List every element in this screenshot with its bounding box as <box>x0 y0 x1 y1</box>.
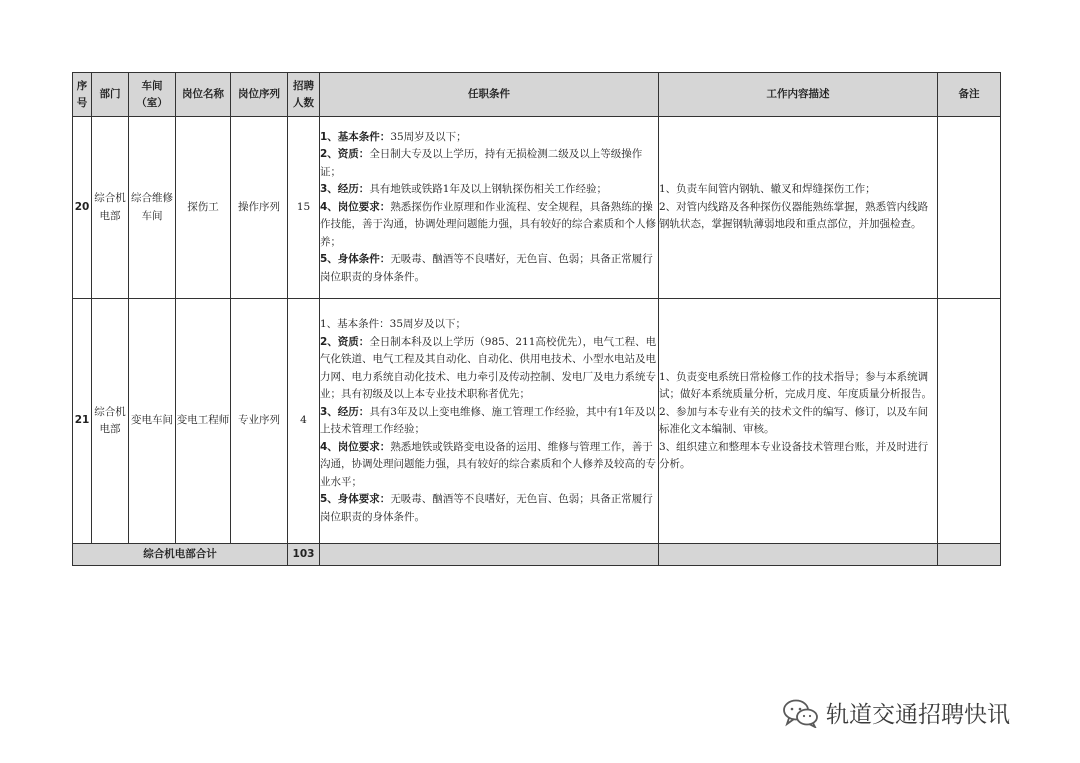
wechat-icon <box>782 698 820 728</box>
header-dept: 部门 <box>92 73 129 117</box>
watermark-text: 轨道交通招聘快讯 <box>826 702 1010 728</box>
job-desc-item: 1、负责车间管内钢轨、辙叉和焊缝探伤工作； <box>659 183 876 196</box>
job-desc-item: 1、负责变电系统日常检修工作的技术指导；参与本系统调试；做好本系统质量分析，完成月度、年度质量分析报告。 <box>659 370 932 400</box>
job-desc-item: 2、参加与本专业有关的技术文件的编写、修订，以及车间标准化文本编制、审核。 <box>659 405 929 435</box>
row-requirements <box>320 299 659 544</box>
header-position-seq: 岗位序列 <box>231 73 288 117</box>
job-desc-item: 3、组织建立和整理本专业设备技术管理台账，并及时进行分析。 <box>659 440 929 470</box>
row-dept: 综合机电部 <box>92 299 129 544</box>
recruitment-table <box>72 72 1001 566</box>
requirement-item: 4、岗位要求：熟悉探伤作业原理和作业流程、安全规程，具备熟练的操作技能，善于沟通，协调处理问题能力强，具有较好的综合素质和个人修养； <box>320 200 656 248</box>
header-position-name: 岗位名称 <box>176 73 231 117</box>
row-position-seq: 操作序列 <box>231 117 288 299</box>
table-row <box>73 299 1001 544</box>
row-remarks <box>938 117 1001 299</box>
row-position-seq: 专业序列 <box>231 299 288 544</box>
wechat-watermark <box>782 696 1010 729</box>
header-workshop: 车间（室） <box>129 73 176 117</box>
requirement-item: 3、经历：具有3年及以上变电维修、施工管理工作经验，其中有1年及以上技术管理工作经验； <box>320 405 656 435</box>
row-job-desc <box>659 299 938 544</box>
requirement-item: 1、基本条件：35周岁及以下； <box>320 130 467 143</box>
requirement-item: 5、身体条件：无吸毒、酗酒等不良嗜好，无色盲、色弱；具备正常履行岗位职责的身体条件。 <box>320 253 653 283</box>
row-workshop: 综合维修车间 <box>129 117 176 299</box>
header-job-desc: 工作内容描述 <box>659 73 938 117</box>
header-remarks: 备注 <box>938 73 1001 117</box>
requirement-item: 1、基本条件：35周岁及以下； <box>320 318 467 330</box>
row-job-desc <box>659 117 938 299</box>
row-position-name: 变电工程师 <box>176 299 231 544</box>
requirement-item: 3、经历：具有地铁或铁路1年及以上钢轨探伤相关工作经验； <box>320 183 607 196</box>
total-row <box>73 544 1001 566</box>
requirement-item: 2、资质：全日制本科及以上学历（985、211高校优先），电气工程、电气化铁道、电气工程及其自动化、自动化、供用电技术、小型水电站及电力网、电力系统自动化技术、电力牵引及传动控制、发电厂及电力系统专业；具有初级及以上本专业技术职称者优先； <box>320 335 657 400</box>
table-row <box>73 117 1001 299</box>
header-requirements: 任职条件 <box>320 73 659 117</box>
total-empty-cell <box>938 544 1001 566</box>
row-headcount: 15 <box>288 117 320 299</box>
row-position-name: 探伤工 <box>176 117 231 299</box>
row-workshop: 变电车间 <box>129 299 176 544</box>
row-requirements <box>320 117 659 299</box>
requirement-item: 4、岗位要求：熟悉地铁或铁路变电设备的运用、维修与管理工作，善于沟通，协调处理问题能力强，具有较好的综合素质和个人修养及较高的专业水平； <box>320 440 656 488</box>
requirement-item: 5、身体要求：无吸毒、酗酒等不良嗜好，无色盲、色弱；具备正常履行岗位职责的身体条件。 <box>320 493 653 523</box>
row-remarks <box>938 299 1001 544</box>
row-headcount: 4 <box>288 299 320 544</box>
header-seq: 序号 <box>73 73 92 117</box>
header-headcount: 招聘人数 <box>288 73 320 117</box>
row-seq: 20 <box>73 117 92 299</box>
total-label: 综合机电部合计 <box>73 544 288 566</box>
requirement-item: 2、资质：全日制大专及以上学历，持有无损检测二级及以上等级操作证； <box>320 148 643 178</box>
row-seq: 21 <box>73 299 92 544</box>
row-dept: 综合机电部 <box>92 117 129 299</box>
header-row <box>73 73 1001 117</box>
total-empty-cell <box>320 544 659 566</box>
total-empty-cell <box>659 544 938 566</box>
job-desc-item: 2、对管内线路及各种探伤仪器能熟练掌握，熟悉管内线路钢轨状态，掌握钢轨薄弱地段和重点部位，并加强检查。 <box>659 200 929 231</box>
total-value: 103 <box>288 544 320 566</box>
